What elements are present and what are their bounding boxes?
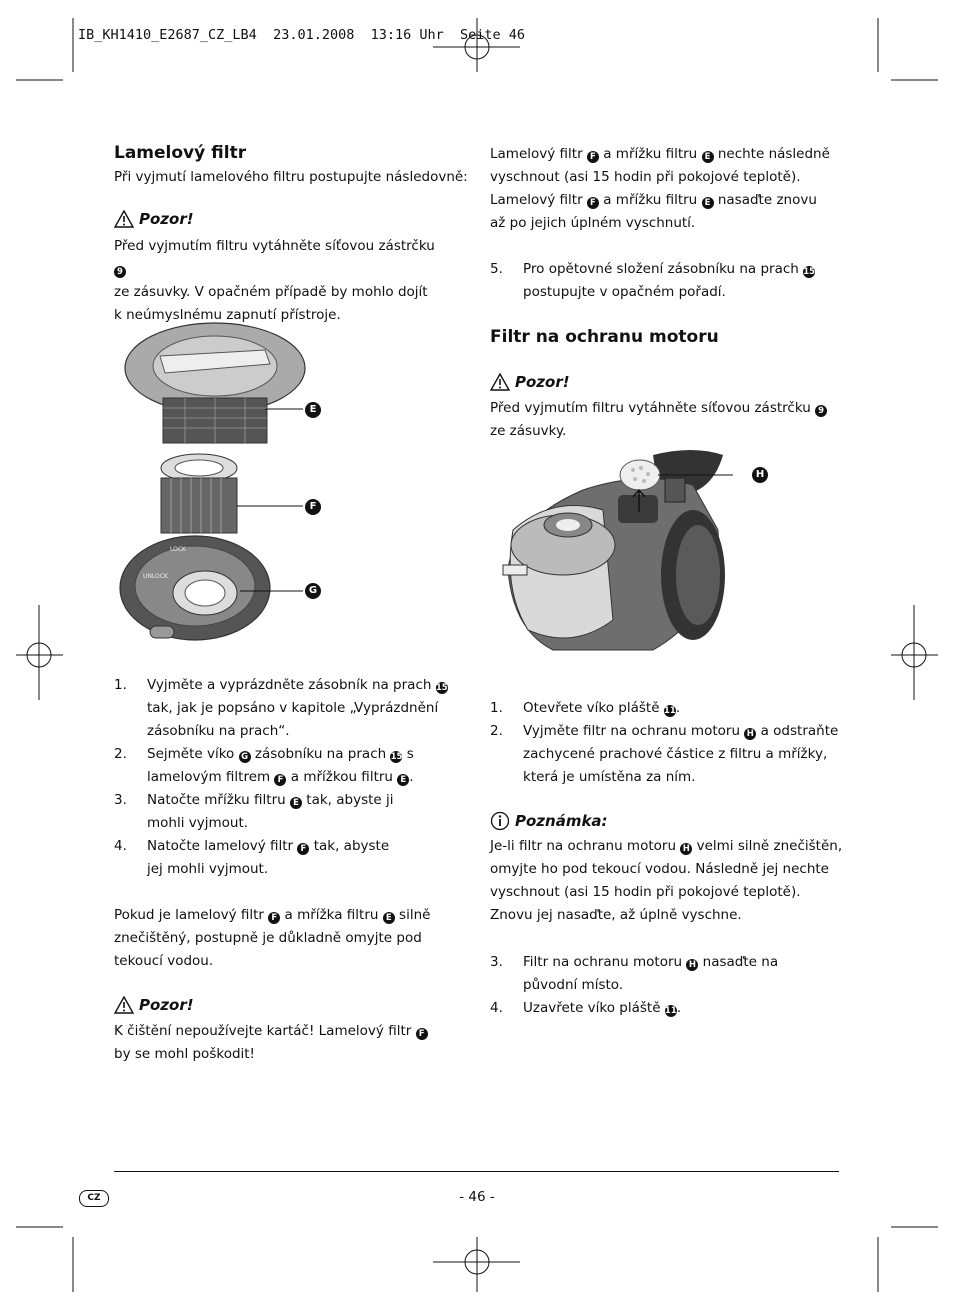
- warning-label: Pozor!: [515, 373, 570, 391]
- list-item: 3. Natočte mřížku filtru E tak, abyste ji mohli vyjmout.: [114, 792, 394, 831]
- list-item: 1. Otevřete víko pláště 11.: [490, 700, 681, 716]
- page-number: - 46 -: [459, 1189, 495, 1205]
- warning-icon: [114, 996, 134, 1014]
- list-item: 5. Pro opětovné složení zásobníku na prach 15 postupujte v opačném pořadí.: [490, 261, 816, 300]
- print-header: IB_KH1410_E2687_CZ_LB4 23.01.2008 13:16 Uhr Seite 46: [78, 27, 526, 43]
- list-item: 4. Natočte lamelový filtr F tak, abyste jej mohli vyjmout.: [114, 838, 390, 877]
- drying-paragraph: Lamelový filtr F a mřížku filtru E nechte následně vyschnout (asi 15 hodin při pokojové teplotě). Lamelový filtr F a mřížku filtru E nasaďte znovu až po jejich úplném vyschnutí.: [490, 146, 830, 231]
- language-badge: CZ: [79, 1190, 109, 1207]
- steps-list-right: [490, 697, 840, 789]
- list-item: 2. Vyjměte filtr na ochranu motoru H a odstraňte zachycené prachové částice z filtru a mřížky, která je umístěna za ním.: [490, 723, 839, 785]
- lock-label: LOCK: [170, 546, 186, 553]
- ref-9: 9: [114, 266, 126, 278]
- note-heading: [490, 811, 608, 831]
- warning-body: K čištění nepoužívejte kartáč! Lamelový filtr F by se mohl poškodit!: [114, 1020, 454, 1066]
- callout-f: F: [305, 499, 321, 515]
- vacuum-cleaner-illustration: [493, 450, 733, 660]
- warning-icon: [490, 373, 510, 391]
- list-item: 1. Vyjměte a vyprázdněte zásobník na prach 15 tak, jak je popsáno v kapitole „Vyprázdnění zásobníku na prach“.: [114, 677, 448, 739]
- warning-heading: [114, 996, 194, 1014]
- section-title-lamelovy-filtr: Lamelový filtr: [114, 143, 247, 163]
- warning-heading: [114, 210, 194, 228]
- warning-heading: [490, 373, 570, 391]
- warning-label: Pozor!: [139, 996, 194, 1014]
- steps-list-left: [114, 674, 454, 881]
- note-body: Je-li filtr na ochranu motoru H velmi silně znečištěn, omyjte ho pod tekoucí vodou. Následně jej nechte vyschnout (asi 15 hodin při pokojové teplotě). Znovu jej nasaďte, až úplně vyschne.: [490, 838, 843, 923]
- info-icon: [490, 811, 510, 831]
- callout-e: E: [305, 402, 321, 418]
- cleaning-paragraph: Pokud je lamelový filtr F a mřížka filtru E silně znečištěný, postupně je důkladně omyjte pod tekoucí vodou.: [114, 907, 431, 969]
- unlock-label: UNLOCK: [143, 573, 168, 580]
- note-label: Poznámka:: [515, 812, 608, 830]
- warning-label: Pozor!: [139, 210, 194, 228]
- callout-h: H: [752, 467, 768, 483]
- footer-rule: [114, 1171, 839, 1172]
- intro-text: Při vyjmutí lamelového filtru postupujte následovně:: [114, 169, 468, 185]
- list-item: 4. Uzavřete víko pláště 11.: [490, 1000, 682, 1016]
- list-item: 2. Sejměte víko G zásobníku na prach 15 s lamelovým filtrem F a mřížkou filtru E .: [114, 746, 414, 785]
- section-title-motor-filter: Filtr na ochranu motoru: [490, 327, 719, 347]
- callout-g: G: [305, 583, 321, 599]
- list-item: 3. Filtr na ochranu motoru H nasaďte na původní místo.: [490, 954, 779, 993]
- warning-icon: [114, 210, 134, 228]
- steps-list-right-2: [490, 951, 840, 1020]
- lamella-filter-illustration: [115, 318, 335, 653]
- warning-body: Před vyjmutím filtru vytáhněte síťovou zástrčku 9 ze zásuvky. V opačném případě by mohlo dojít k neúmyslnému zapnutí přístroje.: [114, 238, 435, 323]
- warning-body: Před vyjmutím filtru vytáhněte síťovou zástrčku 9 ze zásuvky.: [490, 397, 840, 443]
